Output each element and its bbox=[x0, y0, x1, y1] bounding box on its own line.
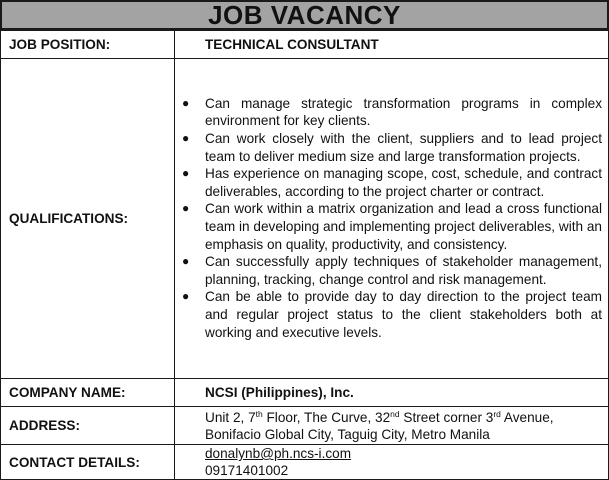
qualification-text: Can be able to provide day to day direction to the project team and regular project status to the client stakeholders both at working and executive levels. bbox=[205, 289, 602, 340]
qualification-text: Has experience on managing scope, cost, schedule, and contract deliverables, according to the project charter or contract. bbox=[205, 166, 602, 199]
address-line-1 bbox=[205, 409, 602, 426]
contact-phone: 09171401002 bbox=[205, 463, 289, 478]
address-unit: Unit 2, 7 bbox=[205, 409, 256, 425]
company-value: NCSI (Philippines), Inc. bbox=[175, 379, 609, 407]
bullet-icon: ● bbox=[182, 289, 190, 304]
company-row bbox=[1, 379, 609, 407]
position-value: TECHNICAL CONSULTANT bbox=[175, 31, 609, 59]
address-street: Street corner 3 bbox=[399, 409, 494, 425]
vacancy-table bbox=[0, 30, 609, 480]
qualification-item bbox=[182, 130, 602, 165]
bullet-icon: ● bbox=[182, 201, 190, 216]
address-line-2: Bonifacio Global City, Taguig City, Metro Manila bbox=[205, 426, 490, 442]
qualifications-label: QUALIFICATIONS: bbox=[1, 59, 175, 379]
bullet-icon: ● bbox=[182, 254, 190, 269]
qualification-item bbox=[182, 253, 602, 288]
qualifications-list bbox=[175, 95, 608, 341]
qualification-text: Can work closely with the client, suppliers and to lead project team to deliver medium size and large transformation projects. bbox=[205, 131, 602, 164]
contact-email-link[interactable]: donalynb@ph.ncs-i.com bbox=[205, 446, 352, 461]
avenue-ordinal: rd bbox=[493, 408, 501, 419]
ad-title: JOB VACANCY bbox=[0, 0, 609, 30]
floor-ordinal: th bbox=[255, 408, 263, 419]
qualification-item bbox=[182, 95, 602, 130]
address-avenue: Avenue, bbox=[500, 409, 554, 425]
position-label: JOB POSITION: bbox=[1, 31, 175, 59]
qualification-item bbox=[182, 165, 602, 200]
bullet-icon: ● bbox=[182, 166, 190, 181]
qualification-text: Can manage strategic transformation programs in complex environment for key clients. bbox=[205, 95, 602, 129]
qualification-text: Can work within a matrix organization and lead a cross functional team in developing and implementing project deliverables, with an emphasis on quality, productivity, and consistency. bbox=[205, 201, 602, 252]
qualification-text: Can successfully apply techniques of stakeholder management, planning, tracking, change control and risk management. bbox=[205, 254, 602, 287]
qualifications-row bbox=[1, 59, 609, 379]
bullet-icon: ● bbox=[182, 131, 190, 146]
qualifications-cell bbox=[175, 59, 609, 379]
position-row bbox=[1, 31, 609, 59]
address-floor: Floor, The Curve, 32 bbox=[262, 409, 391, 425]
address-value bbox=[175, 407, 609, 445]
qualification-item bbox=[182, 288, 602, 341]
street-ordinal: nd bbox=[390, 408, 400, 419]
company-label: COMPANY NAME: bbox=[1, 379, 175, 407]
qualification-item bbox=[182, 200, 602, 253]
contact-row bbox=[1, 445, 609, 480]
bullet-icon: ● bbox=[182, 95, 190, 110]
address-label: ADDRESS: bbox=[1, 407, 175, 445]
contact-label: CONTACT DETAILS: bbox=[1, 445, 175, 480]
contact-value bbox=[175, 445, 609, 480]
address-row bbox=[1, 407, 609, 445]
